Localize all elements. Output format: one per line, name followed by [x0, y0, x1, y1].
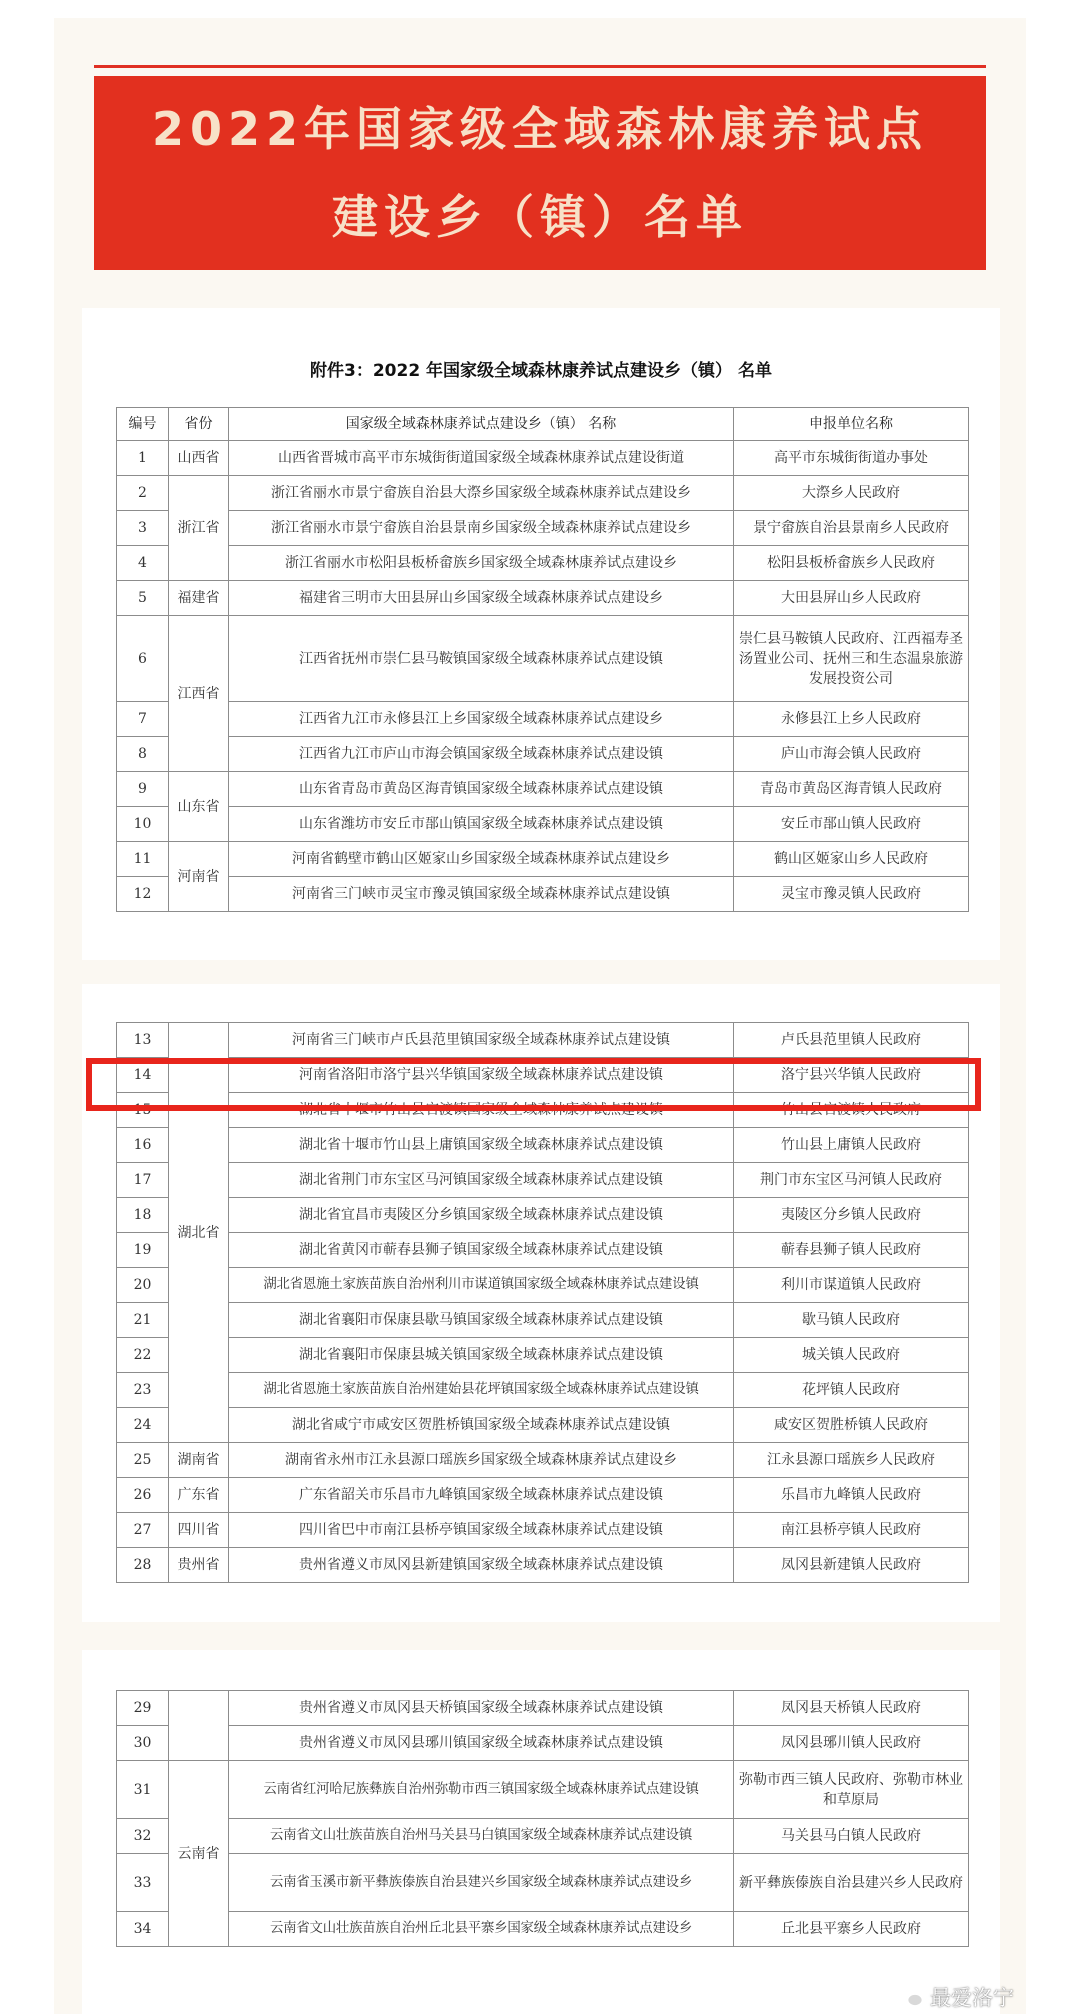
applicant-unit: 竹山县上庸镇人民政府	[734, 1128, 969, 1163]
applicant-unit: 永修县江上乡人民政府	[734, 702, 969, 737]
town-name: 贵州省遵义市凤冈县新建镇国家级全域森林康养试点建设镇	[229, 1548, 734, 1583]
row-number: 1	[117, 441, 169, 476]
applicant-unit: 崇仁县马鞍镇人民政府、江西福寿圣汤置业公司、抚州三和生态温泉旅游发展投资公司	[734, 616, 969, 702]
table-row	[117, 772, 969, 807]
town-name: 浙江省丽水市景宁畲族自治县景南乡国家级全域森林康养试点建设乡	[229, 511, 734, 546]
row-number: 14	[117, 1058, 169, 1093]
applicant-unit: 卢氏县范里镇人民政府	[734, 1023, 969, 1058]
province-cell: 湖北省	[169, 1023, 229, 1443]
table-row	[117, 1691, 969, 1726]
row-number: 20	[117, 1268, 169, 1303]
row-number: 19	[117, 1233, 169, 1268]
table-row	[117, 1912, 969, 1947]
row-number: 26	[117, 1478, 169, 1513]
row-number: 21	[117, 1303, 169, 1338]
table-row	[117, 1233, 969, 1268]
watermark	[898, 1982, 1014, 2012]
list-table-part-1	[116, 407, 969, 912]
row-number: 9	[117, 772, 169, 807]
province-cell	[169, 1691, 229, 1761]
applicant-unit: 凤冈县新建镇人民政府	[734, 1548, 969, 1583]
table-row	[117, 1198, 969, 1233]
table-row	[117, 1338, 969, 1373]
table-row	[117, 1726, 969, 1761]
row-number: 31	[117, 1761, 169, 1819]
province-cell: 山西省	[169, 441, 229, 476]
town-name: 河南省三门峡市灵宝市豫灵镇国家级全域森林康养试点建设镇	[229, 877, 734, 912]
table-row	[117, 1761, 969, 1819]
list-table-part-3	[116, 1690, 969, 1947]
row-number: 8	[117, 737, 169, 772]
province-cell: 江西省	[169, 616, 229, 772]
town-name: 湖北省襄阳市保康县歇马镇国家级全域森林康养试点建设镇	[229, 1303, 734, 1338]
row-number: 25	[117, 1443, 169, 1478]
table-row	[117, 1128, 969, 1163]
town-name: 湖北省荆门市东宝区马河镇国家级全域森林康养试点建设镇	[229, 1163, 734, 1198]
highlight-box	[86, 1058, 981, 1111]
title-banner	[94, 76, 986, 270]
town-name: 山东省青岛市黄岛区海青镇国家级全域森林康养试点建设镇	[229, 772, 734, 807]
town-name: 江西省九江市永修县江上乡国家级全域森林康养试点建设乡	[229, 702, 734, 737]
applicant-unit: 新平彝族傣族自治县建兴乡人民政府	[734, 1854, 969, 1912]
town-name: 河南省三门峡市卢氏县范里镇国家级全域森林康养试点建设镇	[229, 1023, 734, 1058]
applicant-unit: 大田县屏山乡人民政府	[734, 581, 969, 616]
row-number: 24	[117, 1408, 169, 1443]
table-row	[117, 877, 969, 912]
header-number: 编号	[117, 408, 169, 441]
town-name: 福建省三明市大田县屏山乡国家级全域森林康养试点建设乡	[229, 581, 734, 616]
table-card-3	[82, 1650, 1000, 2014]
row-number: 28	[117, 1548, 169, 1583]
row-number: 23	[117, 1373, 169, 1408]
applicant-unit: 景宁畲族自治县景南乡人民政府	[734, 511, 969, 546]
applicant-unit: 高平市东城街街道办事处	[734, 441, 969, 476]
header-province: 省份	[169, 408, 229, 441]
table-row	[117, 842, 969, 877]
town-name: 湖北省十堰市竹山县官渡镇国家级全域森林康养试点建设镇	[229, 1093, 734, 1128]
province-cell: 浙江省	[169, 476, 229, 581]
applicant-unit: 花坪镇人民政府	[734, 1373, 969, 1408]
applicant-unit: 丘北县平寨乡人民政府	[734, 1912, 969, 1947]
applicant-unit: 竹山县官渡镇人民政府	[734, 1093, 969, 1128]
town-name: 四川省巴中市南江县桥亭镇国家级全域森林康养试点建设镇	[229, 1513, 734, 1548]
row-number: 29	[117, 1691, 169, 1726]
town-name: 云南省文山壮族苗族自治州丘北县平寨乡国家级全域森林康养试点建设乡	[229, 1912, 734, 1947]
row-number: 32	[117, 1819, 169, 1854]
town-name: 湖北省恩施土家族苗族自治州建始县花坪镇国家级全域森林康养试点建设镇	[229, 1373, 734, 1408]
applicant-unit: 马关县马白镇人民政府	[734, 1819, 969, 1854]
town-name: 湖北省咸宁市咸安区贺胜桥镇国家级全域森林康养试点建设镇	[229, 1408, 734, 1443]
town-name: 浙江省丽水市景宁畲族自治县大漈乡国家级全域森林康养试点建设乡	[229, 476, 734, 511]
table-row	[117, 1854, 969, 1912]
applicant-unit: 乐昌市九峰镇人民政府	[734, 1478, 969, 1513]
table-row	[117, 546, 969, 581]
town-name: 河南省鹤壁市鹤山区姬家山乡国家级全域森林康养试点建设乡	[229, 842, 734, 877]
applicant-unit: 大漈乡人民政府	[734, 476, 969, 511]
province-cell: 贵州省	[169, 1548, 229, 1583]
table-row	[117, 616, 969, 702]
table-row	[117, 1819, 969, 1854]
row-number: 2	[117, 476, 169, 511]
row-number: 11	[117, 842, 169, 877]
table-row	[117, 1478, 969, 1513]
table-row	[117, 581, 969, 616]
table-card-1	[82, 308, 1000, 960]
province-cell: 福建省	[169, 581, 229, 616]
province-cell: 广东省	[169, 1478, 229, 1513]
table-row	[117, 476, 969, 511]
header-name: 国家级全域森林康养试点建设乡（镇） 名称	[229, 408, 734, 441]
town-name: 浙江省丽水市松阳县板桥畲族乡国家级全域森林康养试点建设乡	[229, 546, 734, 581]
applicant-unit: 凤冈县天桥镇人民政府	[734, 1691, 969, 1726]
town-name: 贵州省遵义市凤冈县天桥镇国家级全域森林康养试点建设镇	[229, 1691, 734, 1726]
province-cell: 河南省	[169, 842, 229, 912]
table-row	[117, 1268, 969, 1303]
row-number: 12	[117, 877, 169, 912]
row-number: 18	[117, 1198, 169, 1233]
row-number: 6	[117, 616, 169, 702]
row-number: 16	[117, 1128, 169, 1163]
applicant-unit: 鹤山区姬家山乡人民政府	[734, 842, 969, 877]
town-name: 河南省洛阳市洛宁县兴华镇国家级全域森林康养试点建设镇	[229, 1058, 734, 1093]
applicant-unit: 青岛市黄岛区海青镇人民政府	[734, 772, 969, 807]
row-number: 30	[117, 1726, 169, 1761]
table-row	[117, 1023, 969, 1058]
row-number: 34	[117, 1912, 169, 1947]
town-name: 山西省晋城市高平市东城街街道国家级全域森林康养试点建设街道	[229, 441, 734, 476]
row-number: 10	[117, 807, 169, 842]
table-row	[117, 1443, 969, 1478]
town-name: 江西省九江市庐山市海会镇国家级全域森林康养试点建设镇	[229, 737, 734, 772]
town-name: 湖北省黄冈市蕲春县狮子镇国家级全域森林康养试点建设镇	[229, 1233, 734, 1268]
document-title: 附件3：2022 年国家级全域森林康养试点建设乡（镇） 名单	[310, 361, 772, 381]
table-row	[117, 441, 969, 476]
row-number: 4	[117, 546, 169, 581]
applicant-unit: 灵宝市豫灵镇人民政府	[734, 877, 969, 912]
province-cell: 云南省	[169, 1761, 229, 1947]
town-name: 云南省红河哈尼族彝族自治州弥勒市西三镇国家级全域森林康养试点建设镇	[229, 1761, 734, 1819]
header-unit: 申报单位名称	[734, 408, 969, 441]
row-number: 17	[117, 1163, 169, 1198]
row-number: 22	[117, 1338, 169, 1373]
wechat-icon	[898, 1986, 924, 2008]
applicant-unit: 蕲春县狮子镇人民政府	[734, 1233, 969, 1268]
top-rule	[94, 65, 986, 68]
town-name: 湖北省十堰市竹山县上庸镇国家级全域森林康养试点建设镇	[229, 1128, 734, 1163]
row-number: 7	[117, 702, 169, 737]
applicant-unit: 利川市谋道镇人民政府	[734, 1268, 969, 1303]
applicant-unit: 城关镇人民政府	[734, 1338, 969, 1373]
town-name: 湖北省襄阳市保康县城关镇国家级全域森林康养试点建设镇	[229, 1338, 734, 1373]
applicant-unit: 江永县源口瑶族乡人民政府	[734, 1443, 969, 1478]
row-number: 13	[117, 1023, 169, 1058]
town-name: 湖南省永州市江永县源口瑶族乡国家级全域森林康养试点建设乡	[229, 1443, 734, 1478]
table-row	[117, 1163, 969, 1198]
town-name: 山东省潍坊市安丘市郚山镇国家级全域森林康养试点建设镇	[229, 807, 734, 842]
town-name: 广东省韶关市乐昌市九峰镇国家级全域森林康养试点建设镇	[229, 1478, 734, 1513]
applicant-unit: 夷陵区分乡镇人民政府	[734, 1198, 969, 1233]
applicant-unit: 歇马镇人民政府	[734, 1303, 969, 1338]
banner-title-line-1: 2022年国家级全域森林康养试点	[151, 102, 929, 156]
applicant-unit: 南江县桥亭镇人民政府	[734, 1513, 969, 1548]
applicant-unit: 凤冈县琊川镇人民政府	[734, 1726, 969, 1761]
row-number: 5	[117, 581, 169, 616]
town-name: 云南省文山壮族苗族自治州马关县马白镇国家级全域森林康养试点建设镇	[229, 1819, 734, 1854]
banner-title-line-2: 建设乡（镇）名单	[332, 190, 748, 244]
table-row	[117, 702, 969, 737]
row-number: 33	[117, 1854, 169, 1912]
province-cell: 四川省	[169, 1513, 229, 1548]
applicant-unit: 松阳县板桥畲族乡人民政府	[734, 546, 969, 581]
watermark-text: 最爱洛宁	[930, 1986, 1014, 2010]
table-row	[117, 1373, 969, 1408]
row-number: 27	[117, 1513, 169, 1548]
applicant-unit: 荆门市东宝区马河镇人民政府	[734, 1163, 969, 1198]
applicant-unit: 咸安区贺胜桥镇人民政府	[734, 1408, 969, 1443]
row-number: 3	[117, 511, 169, 546]
table-row	[117, 1548, 969, 1583]
town-name: 云南省玉溪市新平彝族傣族自治县建兴乡国家级全域森林康养试点建设乡	[229, 1854, 734, 1912]
applicant-unit: 弥勒市西三镇人民政府、弥勒市林业和草原局	[734, 1761, 969, 1819]
table-row	[117, 1303, 969, 1338]
table-row	[117, 1513, 969, 1548]
town-name: 贵州省遵义市凤冈县琊川镇国家级全域森林康养试点建设镇	[229, 1726, 734, 1761]
table-row	[117, 511, 969, 546]
table-row	[117, 807, 969, 842]
province-cell: 湖南省	[169, 1443, 229, 1478]
table-row	[117, 737, 969, 772]
applicant-unit: 洛宁县兴华镇人民政府	[734, 1058, 969, 1093]
row-number: 15	[117, 1093, 169, 1128]
province-cell: 山东省	[169, 772, 229, 842]
town-name: 江西省抚州市崇仁县马鞍镇国家级全域森林康养试点建设镇	[229, 616, 734, 702]
town-name: 湖北省恩施土家族苗族自治州利川市谋道镇国家级全域森林康养试点建设镇	[229, 1268, 734, 1303]
applicant-unit: 庐山市海会镇人民政府	[734, 737, 969, 772]
applicant-unit: 安丘市郚山镇人民政府	[734, 807, 969, 842]
town-name: 湖北省宜昌市夷陵区分乡镇国家级全域森林康养试点建设镇	[229, 1198, 734, 1233]
table-row	[117, 1408, 969, 1443]
